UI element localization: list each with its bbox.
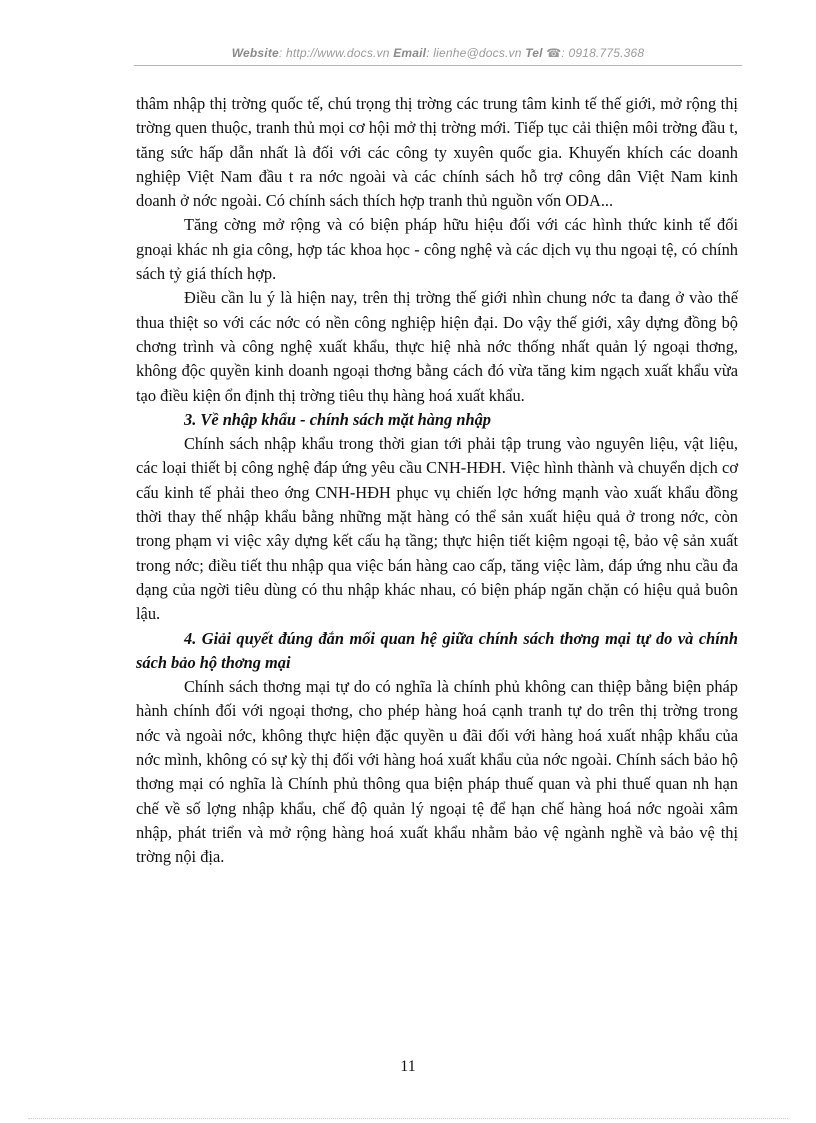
section-4-heading: 4. Giải quyết đúng đắn mối quan hệ giữa chính sách thơng mại tự do và chính sách bảo hộ thơng mại xyxy=(136,628,738,672)
website-value: : http://www.docs.vn xyxy=(278,46,390,60)
section-3-body: Chính sách nhập khẩu trong thời gian tới phải tập trung vào nguyên liệu, vật liệu, các loại thiết bị công nghệ đáp ứng yêu cầu CNH-HĐH. Việc hình thành và chuyển dịch cơ cấu kinh tế phải theo ớng CNH-HĐH phục vụ chiến lợc hớng mạnh vào xuất khẩu đồng thời thay thế nhập khẩu bằng những mặt hàng có thể sản xuất hiệu quả ở trong nớc, còn trong phạm vi việc xây dựng kết cấu hạ tầng; thực hiện tiết kiệm ngoại tệ, bảo vệ sản xuất trong nớc; điều tiết thu nhập qua việc bán hàng cao cấp, tăng việc làm, đáp ứng nhu cầu đa dạng của ngời tiêu dùng có thu nhập khác nhau, có biện pháp ngăn chặn có hiệu quả buôn lậu. xyxy=(136,434,738,624)
paragraph: Tăng cờng mở rộng và có biện pháp hữu hiệu đối với các hình thức kinh tế đối gnoại khác nh gia công, hợp tác khoa học - công nghệ và các dịch vụ thu ngoại tệ, có chính sách tỷ giá thích hợp. xyxy=(136,215,738,284)
paragraph-continued: thâm nhập thị trờng quốc tế, chú trọng thị trờng các trung tâm kinh tế thế giới, mở rộng thị trờng quen thuộc, tranh thủ mọi cơ hội mở thị trờng mới. Tiếp tục cải thiện môi trờng đầu t, tăng sức hấp dẫn nhất là đối với các công ty xuyên quốc gia. Khuyến khích các doanh nghiệp Việt Nam đầu t ra nớc ngoài và các chính sách hỗ trợ công dân Việt Nam kinh doanh ở nớc ngoài. Có chính sách thích hợp tranh thủ nguồn vốn ODA... xyxy=(136,94,738,211)
paragraph: Điều cần lu ý là hiện nay, trên thị trờng thế giới nhìn chung nớc ta đang ở vào thế thua thiệt so với các nớc có nền công nghiệp hiện đại. Do vậy thế giới, xây dựng đồng bộ chơng trình và công nghệ xuất khẩu, thực hiệ nhà nớc thống nhất quản lý ngoại thơng, không độc quyền kinh doanh ngoại thơng bằng cách đó vừa tăng kim ngạch xuất khẩu vừa tạo điều kiện ổn định thị trờng tiêu thụ hàng hoá xuất khẩu. xyxy=(136,288,738,405)
header-divider xyxy=(134,65,742,66)
tel-value: : 0918.775.368 xyxy=(561,46,645,60)
page-number: 11 xyxy=(400,1058,416,1075)
page-header xyxy=(134,46,742,60)
footer-divider xyxy=(28,1118,788,1119)
document-body xyxy=(136,92,738,870)
tel-label: Tel xyxy=(525,46,543,60)
section-4-body: Chính sách thơng mại tự do có nghĩa là chính phủ không can thiệp bằng biện pháp hành chính đối với ngoại thơng, cho phép hàng hoá cạnh tranh tự do trên thị trờng trong nớc và ngoài nớc, không thực hiện đặc quyền u đãi đối với hàng hoá xuất nhập khẩu của nớc mình, không có sự kỳ thị đối với hàng hoá xuất khẩu của nớc ngoài. Chính sách bảo hộ thơng mại có nghĩa là Chính phủ thông qua biện pháp thuế quan và phi thuế quan nh hạn chế về số lợng nhập khẩu, chế độ quản lý ngoại tệ để hạn chế hàng hoá nớc ngoài xâm nhập, phát triển và mở rộng hàng hoá xuất khẩu nhằm bảo vệ ngành nghề và bảo vệ thị trờng nội địa. xyxy=(136,677,738,867)
website-label: Website xyxy=(231,46,279,60)
section-3-heading: 3. Về nhập khẩu - chính sách mặt hàng nhập xyxy=(184,409,491,429)
email-label: Email xyxy=(393,46,427,60)
email-value: : lienhe@docs.vn xyxy=(426,46,522,60)
phone-icon: ☎ xyxy=(546,46,562,60)
